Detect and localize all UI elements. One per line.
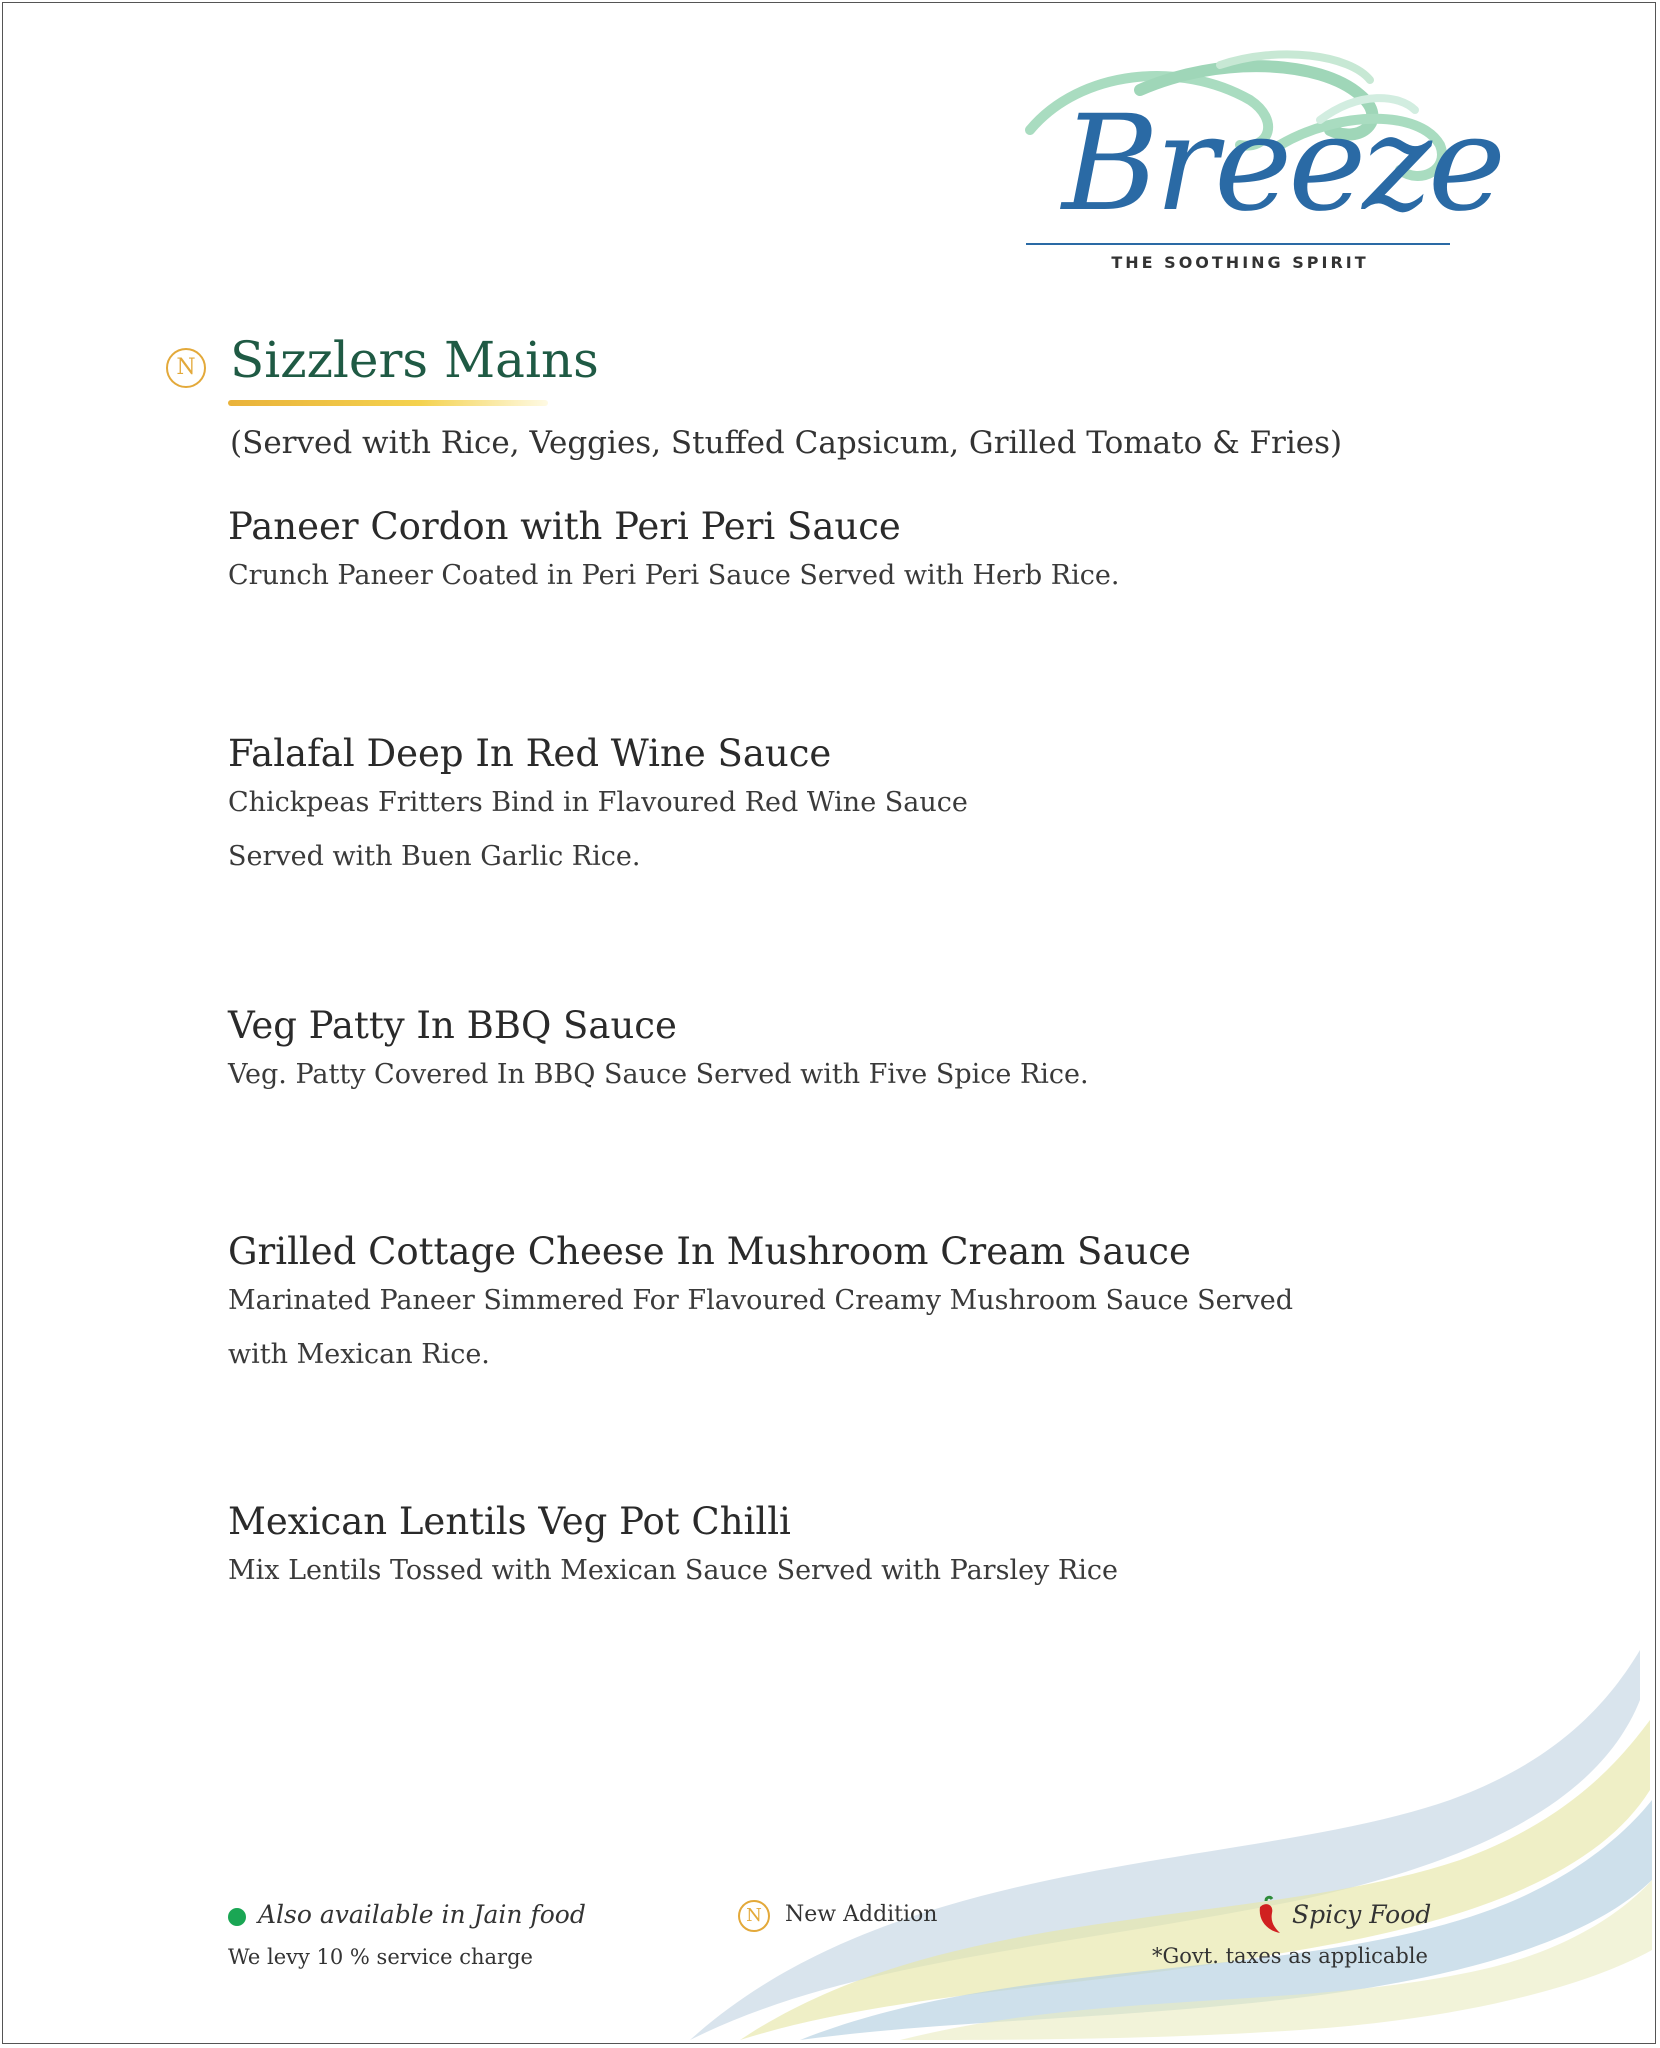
item-description: Veg. Patty Covered In BBQ Sauce Served with Five Spice Rice.: [228, 1059, 1089, 1091]
item-name: Grilled Cottage Cheese In Mushroom Cream Sauce: [228, 1230, 1191, 1273]
legend-new-addition: New Addition: [785, 1902, 938, 1927]
menu-item: [228, 1500, 1118, 1598]
item-name: Falafal Deep In Red Wine Sauce: [228, 732, 832, 775]
item-name: Veg Patty In BBQ Sauce: [228, 1004, 677, 1047]
legend-jain: Also available in Jain food: [258, 1900, 586, 1929]
title-underline: [228, 400, 548, 406]
item-name: Paneer Cordon with Peri Peri Sauce: [228, 505, 901, 548]
item-name: Mexican Lentils Veg Pot Chilli: [228, 1500, 791, 1543]
new-addition-badge: N: [166, 348, 206, 388]
item-description: Crunch Paneer Coated in Peri Peri Sauce Served with Herb Rice.: [228, 560, 1120, 592]
menu-item: [228, 505, 1119, 603]
item-description: Chickpeas Fritters Bind in Flavoured Red Wine Sauce: [228, 787, 968, 819]
item-description: Mix Lentils Tossed with Mexican Sauce Served with Parsley Rice: [228, 1555, 1118, 1587]
menu-item: [228, 1230, 1293, 1382]
legend-taxes: *Govt. taxes as applicable: [1152, 1944, 1428, 1968]
section-title: Sizzlers Mains: [230, 331, 599, 389]
legend-spicy: Spicy Food: [1292, 1900, 1432, 1929]
item-description: Marinated Paneer Simmered For Flavoured Creamy Mushroom Sauce Served: [228, 1285, 1294, 1317]
logo-wordmark: Breeze: [1062, 87, 1502, 241]
menu-item: [228, 1004, 1089, 1102]
chili-icon: [1250, 1895, 1284, 1935]
item-description: with Mexican Rice.: [228, 1339, 490, 1371]
brand-logo: [1020, 50, 1502, 280]
jain-dot-icon: [228, 1908, 246, 1926]
legend-service-charge: We levy 10 % service charge: [228, 1945, 533, 1969]
logo-rule: [1026, 243, 1450, 245]
logo-tagline: THE SOOTHING SPIRIT: [1111, 253, 1369, 272]
section-subtitle: (Served with Rice, Veggies, Stuffed Capsicum, Grilled Tomato & Fries): [230, 425, 1343, 461]
menu-item: [228, 732, 968, 884]
item-description: Served with Buen Garlic Rice.: [228, 841, 641, 873]
new-addition-legend-icon: N: [738, 1900, 770, 1932]
